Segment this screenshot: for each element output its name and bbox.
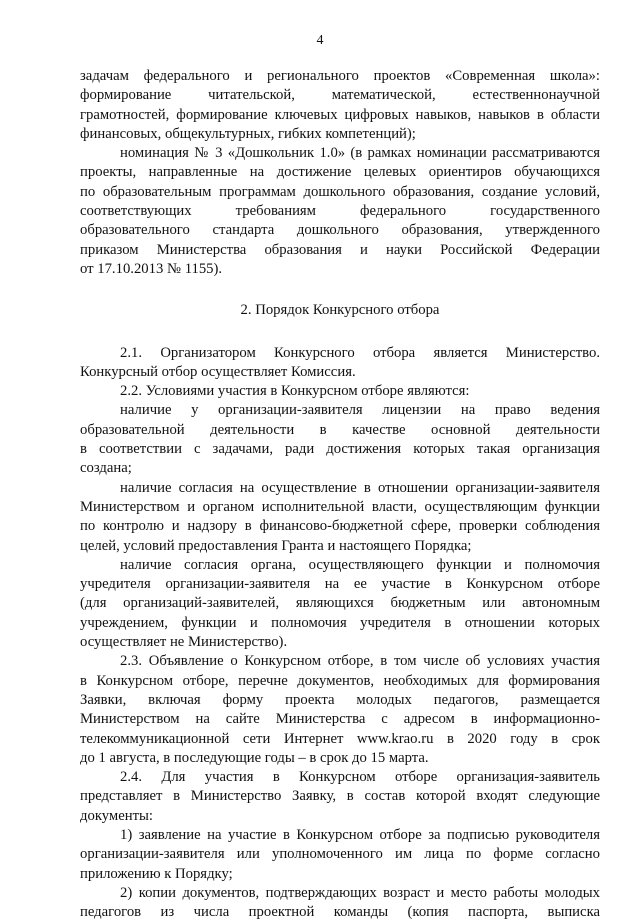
paragraph-line: создана; [80,460,132,477]
paragraph-line: целей, условий предоставления Гранта и настоящего Порядка; [80,537,472,554]
paragraph-line: 2) копии документов, подтверждающих возраст и место работы молодых [120,884,600,901]
paragraph-line: формирование читательской, математической, естественнонаучной [80,87,600,104]
paragraph-line: задачам федерального и регионального проектов «Современная школа»: [80,68,600,84]
paragraph-line: приложению к Порядку; [80,865,233,882]
paragraph-line: 2.2. Условиями участия в Конкурсном отборе являются: [120,383,470,400]
paragraph-line: в Конкурсном отборе, перечне документов, необходимых для формирования [80,672,600,689]
paragraph-line: осуществляет не Министерство). [80,634,288,651]
paragraph-line: (для организаций-заявителей, являющихся бюджетным или автономным [80,595,600,612]
paragraph-line: Министерством на сайте Министерства с адресом в информационно- [80,711,600,728]
paragraph-line: номинация № 3 «Дошкольник 1.0» (в рамках номинации рассматриваются [120,145,600,162]
paragraph-line: в соответствии с задачами, ради достижения которых такая организация [80,441,600,458]
paragraph-line: телекоммуникационной сети Интернет www.krao.ru в 2020 году в срок [80,730,600,747]
paragraph-line: по образовательным программам дошкольного образования, создание условий, [80,183,600,200]
paragraph-line: 2.1. Организатором Конкурсного отбора является Министерство. [120,344,600,361]
paragraph-line: грамотностей, формирование ключевых цифровых навыков, навыков в области [80,106,600,123]
paragraph-line: Конкурсный отбор осуществляет Комиссия. [80,363,356,380]
paragraph-line: по контролю и надзору в финансово-бюджетной сфере, проверки соблюдения [80,518,600,535]
paragraph-line: наличие согласия на осуществление в отношении организации-заявителя [120,479,600,496]
paragraph-line: приказом Министерства образования и науки Российской Федерации [80,241,600,258]
paragraph-line: до 1 августа, в последующие годы – в срок до 15 марта. [80,749,429,766]
paragraph-line: финансовых, общекультурных, гибких компетенций); [80,125,416,142]
paragraph-line: 2.3. Объявление о Конкурсном отборе, в том числе об условиях участия [120,653,600,670]
paragraph-line: Заявки, включая форму проекта молодых педагогов, размещается [80,691,600,708]
paragraph-line: соответствующих требованиям федерального государственного [80,203,600,220]
paragraph-line: образовательной деятельности в качестве основной деятельности [80,421,600,438]
paragraph-line: наличие у организации-заявителя лицензии на право ведения [120,402,600,419]
paragraph-line: Министерством и органом исполнительной власти, осуществляющим функции [80,498,600,515]
paragraph-line: 2.4. Для участия в Конкурсном отборе организация-заявитель [120,769,600,786]
paragraph-line: учредителя организации-заявителя на ее участие в Конкурсном отборе [80,576,600,593]
paragraph-line: образовательного стандарта дошкольного образования, утвержденного [80,222,600,239]
paragraph-line: документы: [80,807,153,824]
paragraph-line: организации-заявителя или уполномоченного им лица по форме согласно [80,846,600,863]
paragraph-line: от 17.10.2013 № 1155). [80,260,223,277]
document-body [80,67,600,922]
paragraph-line: 1) заявление на участие в Конкурсном отборе за подписью руководителя [120,826,600,843]
section-heading: 2. Порядок Конкурсного отбора [240,302,440,319]
paragraph-line: учреждением, функции и полномочия учредителя в отношении которых [80,614,600,631]
paragraph-line: представляет в Министерство Заявку, в состав которой входят следующие [80,788,600,805]
paragraph-line: проекты, направленные на достижение целевых ориентиров обучающихся [80,164,600,181]
page-number: 4 [316,33,324,48]
paragraph-line: наличие согласия органа, осуществляющего функции и полномочия [120,556,600,573]
paragraph-line: педагогов из числа проектной команды (копия паспорта, выписка [80,904,600,921]
